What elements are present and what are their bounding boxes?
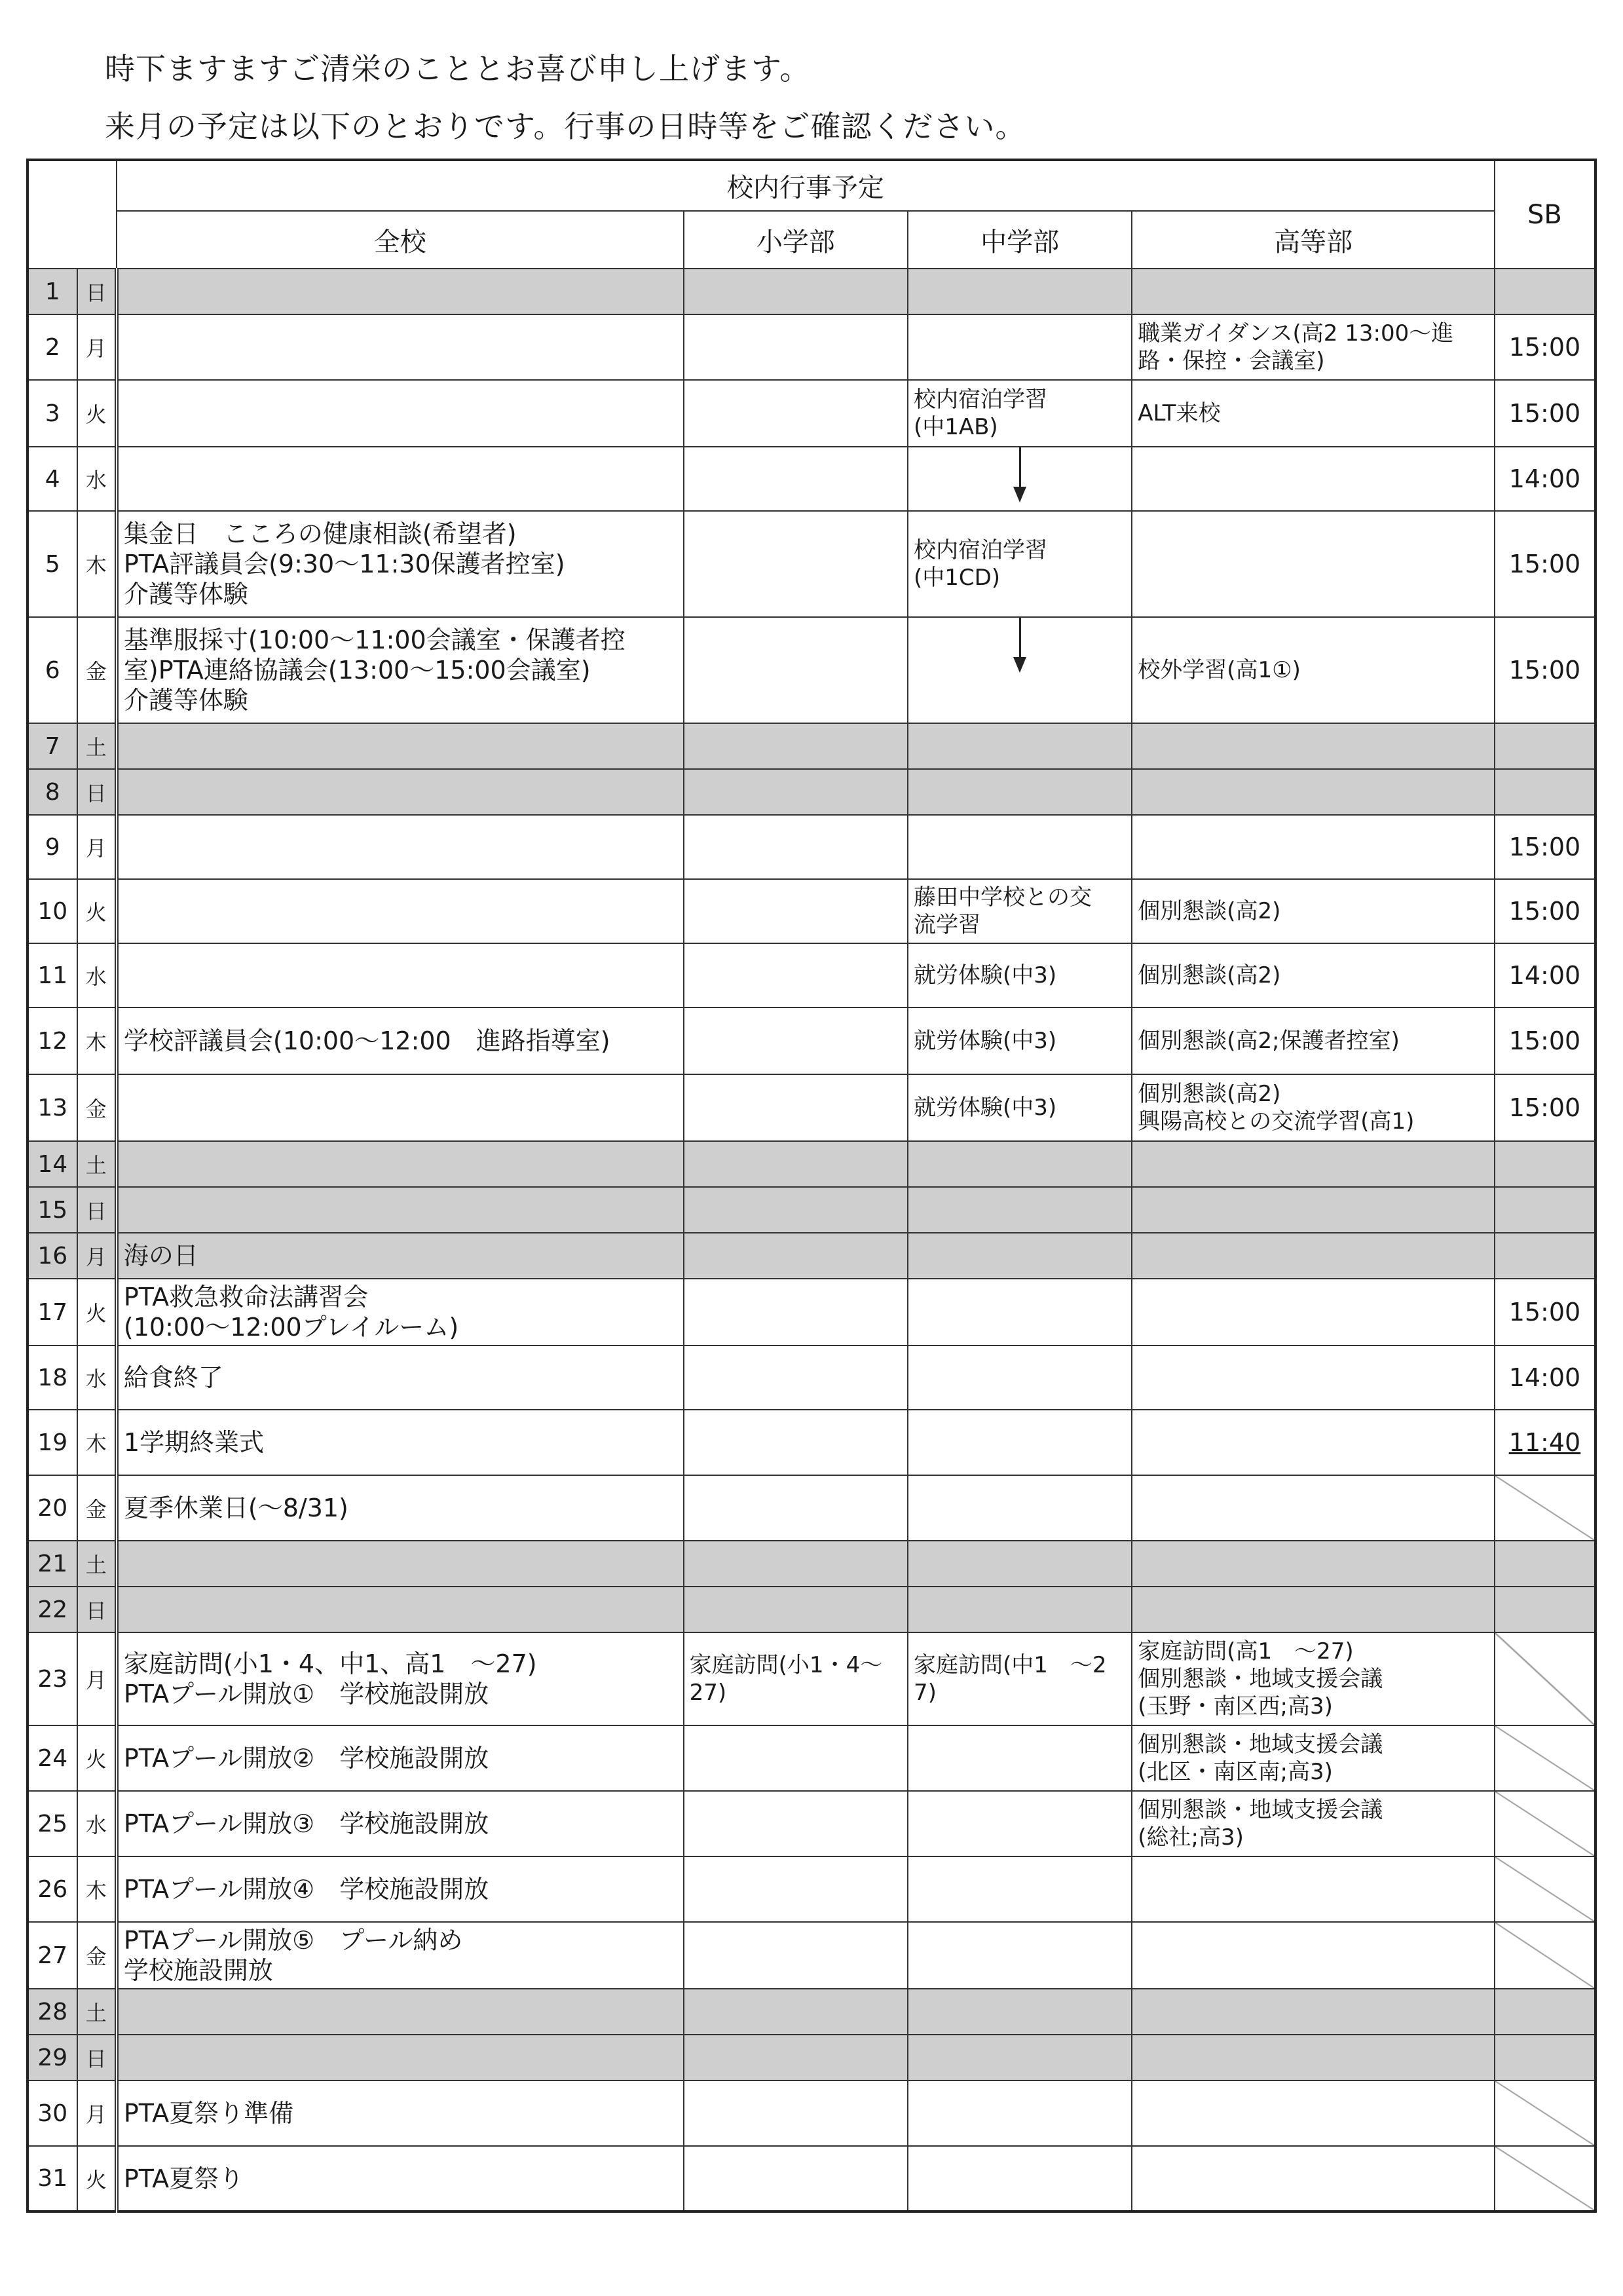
elementary-event: [684, 943, 908, 1007]
sb-time: 15:00: [1495, 617, 1595, 723]
table-row: [28, 314, 1595, 380]
weekday: 水: [77, 1346, 117, 1410]
sb-time: [1495, 269, 1595, 314]
weekday: 月: [77, 1632, 117, 1725]
elementary-event: [684, 314, 908, 380]
elementary-event: [684, 617, 908, 723]
elementary-event: [684, 1791, 908, 1856]
middle-event: [908, 1856, 1132, 1922]
middle-event: [908, 1587, 1132, 1632]
table-row: [28, 2080, 1595, 2146]
day-number: 22: [28, 1587, 77, 1632]
middle-event: [908, 1141, 1132, 1187]
all-school-event: [117, 943, 684, 1007]
day-number: 24: [28, 1725, 77, 1791]
all-school-event: [117, 1187, 684, 1233]
all-school-event: 夏季休業日(〜8/31): [117, 1475, 684, 1541]
weekday: 火: [77, 879, 117, 943]
elementary-event: [684, 2035, 908, 2080]
table-row: [28, 1279, 1595, 1346]
middle-event: [908, 2146, 1132, 2211]
elementary-event: [684, 1475, 908, 1541]
high-event: ALT来校: [1132, 380, 1495, 447]
day-number: 10: [28, 879, 77, 943]
all-school-event: PTA夏祭り準備: [117, 2080, 684, 2146]
weekday: 土: [77, 723, 117, 769]
elementary-event: [684, 769, 908, 815]
day-number: 8: [28, 769, 77, 815]
header-school-events: 校内行事予定: [117, 160, 1495, 211]
high-event: 校外学習(高1①): [1132, 617, 1495, 723]
weekday: 土: [77, 1141, 117, 1187]
elementary-event: [684, 723, 908, 769]
sb-time: 14:00: [1495, 943, 1595, 1007]
header-middle: 中学部: [908, 211, 1132, 269]
high-event: [1132, 2146, 1495, 2211]
elementary-event: [684, 1922, 908, 1989]
high-event: [1132, 1587, 1495, 1632]
middle-event: [908, 1791, 1132, 1856]
table-row: [28, 1632, 1595, 1725]
elementary-event: [684, 1007, 908, 1074]
schedule-table: [26, 159, 1597, 2213]
elementary-event: [684, 2146, 908, 2211]
weekday: 火: [77, 1725, 117, 1791]
high-event: [1132, 1410, 1495, 1475]
sb-time: [1495, 1856, 1595, 1922]
high-event: [1132, 1989, 1495, 2035]
sb-time: [1495, 1587, 1595, 1632]
middle-event: 校内宿泊学習 (中1AB): [908, 380, 1132, 447]
middle-event: [908, 1233, 1132, 1279]
day-number: 26: [28, 1856, 77, 1922]
weekday: 日: [77, 769, 117, 815]
weekday: 日: [77, 2035, 117, 2080]
day-number: 9: [28, 815, 77, 879]
table-row: [28, 1856, 1595, 1922]
all-school-event: [117, 380, 684, 447]
weekday: 日: [77, 269, 117, 314]
table-row: [28, 269, 1595, 314]
middle-event: 就労体験(中3): [908, 1007, 1132, 1074]
all-school-event: PTAプール開放④ 学校施設開放: [117, 1856, 684, 1922]
sb-time: 15:00: [1495, 815, 1595, 879]
weekday: 土: [77, 1989, 117, 2035]
sb-time: [1495, 1541, 1595, 1587]
middle-event: [908, 1922, 1132, 1989]
weekday: 金: [77, 1475, 117, 1541]
middle-event: 校内宿泊学習 (中1CD): [908, 511, 1132, 617]
middle-event: [908, 2035, 1132, 2080]
table-row: [28, 879, 1595, 943]
weekday: 月: [77, 314, 117, 380]
middle-event: 藤田中学校との交 流学習: [908, 879, 1132, 943]
all-school-event: [117, 269, 684, 314]
sb-time: [1495, 1922, 1595, 1989]
all-school-event: [117, 879, 684, 943]
middle-event: [908, 1725, 1132, 1791]
elementary-event: [684, 2080, 908, 2146]
day-number: 27: [28, 1922, 77, 1989]
all-school-event: 1学期終業式: [117, 1410, 684, 1475]
header-all-school: 全校: [117, 211, 684, 269]
sb-time: [1495, 1187, 1595, 1233]
day-number: 14: [28, 1141, 77, 1187]
table-row: [28, 769, 1595, 815]
day-number: 21: [28, 1541, 77, 1587]
middle-event: [908, 1279, 1132, 1346]
high-event: [1132, 1187, 1495, 1233]
header-sb: SB: [1495, 160, 1595, 269]
high-event: [1132, 269, 1495, 314]
elementary-event: [684, 1141, 908, 1187]
high-event: [1132, 447, 1495, 511]
table-row: [28, 2035, 1595, 2080]
all-school-event: [117, 1074, 684, 1141]
all-school-event: 家庭訪問(小1・4、中1、高1 〜27) PTAプール開放① 学校施設開放: [117, 1632, 684, 1725]
weekday: 金: [77, 1922, 117, 1989]
sb-time: [1495, 1632, 1595, 1725]
middle-event: [908, 1475, 1132, 1541]
table-row: [28, 1725, 1595, 1791]
middle-event: 家庭訪問(中1 〜2 7): [908, 1632, 1132, 1725]
sb-time: 15:00: [1495, 1279, 1595, 1346]
all-school-event: [117, 2035, 684, 2080]
table-row: [28, 723, 1595, 769]
middle-event: [908, 815, 1132, 879]
elementary-event: [684, 1279, 908, 1346]
header-high: 高等部: [1132, 211, 1495, 269]
day-number: 2: [28, 314, 77, 380]
elementary-event: [684, 511, 908, 617]
elementary-event: [684, 1856, 908, 1922]
sb-time: 11:40: [1495, 1410, 1595, 1475]
high-event: [1132, 2080, 1495, 2146]
middle-event: [908, 1187, 1132, 1233]
elementary-event: [684, 380, 908, 447]
day-number: 1: [28, 269, 77, 314]
day-number: 31: [28, 2146, 77, 2211]
middle-event: [908, 269, 1132, 314]
sb-time: [1495, 2146, 1595, 2211]
high-event: 家庭訪問(高1 〜27) 個別懇談・地域支援会議 (玉野・南区西;高3): [1132, 1632, 1495, 1725]
table-row: [28, 1187, 1595, 1233]
weekday: 月: [77, 2080, 117, 2146]
day-number: 13: [28, 1074, 77, 1141]
high-event: 個別懇談(高2) 興陽高校との交流学習(高1): [1132, 1074, 1495, 1141]
weekday: 火: [77, 1279, 117, 1346]
high-event: 個別懇談(高2;保護者控室): [1132, 1007, 1495, 1074]
all-school-event: 学校評議員会(10:00〜12:00 進路指導室): [117, 1007, 684, 1074]
high-event: [1132, 815, 1495, 879]
sb-time: 15:00: [1495, 1074, 1595, 1141]
sb-time: [1495, 1791, 1595, 1856]
all-school-event: PTAプール開放③ 学校施設開放: [117, 1791, 684, 1856]
elementary-event: [684, 447, 908, 511]
elementary-event: [684, 1410, 908, 1475]
table-row: [28, 1346, 1595, 1410]
high-event: [1132, 1141, 1495, 1187]
middle-event: [908, 723, 1132, 769]
elementary-event: [684, 1989, 908, 2035]
all-school-event: [117, 314, 684, 380]
high-event: [1132, 723, 1495, 769]
day-number: 15: [28, 1187, 77, 1233]
table-row: [28, 943, 1595, 1007]
day-number: 19: [28, 1410, 77, 1475]
table-row: [28, 617, 1595, 723]
middle-event: 就労体験(中3): [908, 943, 1132, 1007]
table-row: [28, 511, 1595, 617]
all-school-event: [117, 1141, 684, 1187]
high-event: 個別懇談(高2): [1132, 879, 1495, 943]
day-number: 28: [28, 1989, 77, 2035]
weekday: 月: [77, 815, 117, 879]
middle-event: [908, 1346, 1132, 1410]
sb-time: [1495, 1141, 1595, 1187]
sb-time: 15:00: [1495, 314, 1595, 380]
sb-time: [1495, 2080, 1595, 2146]
table-row: [28, 1074, 1595, 1141]
weekday: 木: [77, 1410, 117, 1475]
sb-time: [1495, 1475, 1595, 1541]
all-school-event: [117, 723, 684, 769]
all-school-event: [117, 815, 684, 879]
high-event: 職業ガイダンス(高2 13:00〜進 路・保控・会議室): [1132, 314, 1495, 380]
all-school-event: 基準服採寸(10:00〜11:00会議室・保護者控 室)PTA連絡協議会(13:00〜15:00会議室) 介護等体験: [117, 617, 684, 723]
table-row: [28, 1922, 1595, 1989]
middle-event: [908, 1541, 1132, 1587]
sb-time: 15:00: [1495, 879, 1595, 943]
sb-time: 15:00: [1495, 380, 1595, 447]
high-event: [1132, 511, 1495, 617]
day-number: 25: [28, 1791, 77, 1856]
middle-event: [908, 769, 1132, 815]
all-school-event: 海の日: [117, 1233, 684, 1279]
high-event: [1132, 1475, 1495, 1541]
weekday: 木: [77, 511, 117, 617]
high-event: [1132, 1922, 1495, 1989]
day-number: 16: [28, 1233, 77, 1279]
weekday: 日: [77, 1187, 117, 1233]
middle-event: [908, 1410, 1132, 1475]
sb-time: [1495, 2035, 1595, 2080]
table-row: [28, 815, 1595, 879]
elementary-event: [684, 1587, 908, 1632]
all-school-event: PTA夏祭り: [117, 2146, 684, 2211]
elementary-event: [684, 269, 908, 314]
high-event: 個別懇談(高2): [1132, 943, 1495, 1007]
elementary-event: 家庭訪問(小1・4〜 27): [684, 1632, 908, 1725]
high-event: 個別懇談・地域支援会議 (総社;高3): [1132, 1791, 1495, 1856]
high-event: [1132, 769, 1495, 815]
all-school-event: [117, 447, 684, 511]
middle-event: 就労体験(中3): [908, 1074, 1132, 1141]
day-number: 7: [28, 723, 77, 769]
day-number: 17: [28, 1279, 77, 1346]
sb-time: 15:00: [1495, 511, 1595, 617]
sb-time: [1495, 1233, 1595, 1279]
middle-event: [908, 1989, 1132, 2035]
table-row: [28, 447, 1595, 511]
intro-line-1: 時下ますますご清栄のこととお喜び申し上げます。: [105, 51, 811, 86]
elementary-event: [684, 1187, 908, 1233]
weekday: 土: [77, 1541, 117, 1587]
table-row: [28, 1791, 1595, 1856]
table-row: [28, 1475, 1595, 1541]
high-event: [1132, 2035, 1495, 2080]
all-school-event: [117, 1541, 684, 1587]
day-number: 11: [28, 943, 77, 1007]
all-school-event: PTAプール開放② 学校施設開放: [117, 1725, 684, 1791]
table-row: [28, 1141, 1595, 1187]
header-elementary: 小学部: [684, 211, 908, 269]
weekday: 水: [77, 943, 117, 1007]
table-row: [28, 1233, 1595, 1279]
elementary-event: [684, 1541, 908, 1587]
all-school-event: [117, 769, 684, 815]
elementary-event: [684, 1074, 908, 1141]
high-event: 個別懇談・地域支援会議 (北区・南区南;高3): [1132, 1725, 1495, 1791]
table-row: [28, 2146, 1595, 2211]
sb-time: [1495, 1989, 1595, 2035]
table-row: [28, 1410, 1595, 1475]
all-school-event: PTA救急救命法講習会 (10:00〜12:00プレイルーム): [117, 1279, 684, 1346]
sb-time: 14:00: [1495, 1346, 1595, 1410]
elementary-event: [684, 1346, 908, 1410]
day-number: 23: [28, 1632, 77, 1725]
weekday: 火: [77, 2146, 117, 2211]
weekday: 金: [77, 1074, 117, 1141]
all-school-event: [117, 1989, 684, 2035]
day-number: 18: [28, 1346, 77, 1410]
day-number: 12: [28, 1007, 77, 1074]
day-number: 30: [28, 2080, 77, 2146]
down-arrow-icon: [1013, 618, 1026, 673]
schedule-body: [28, 269, 1595, 2211]
weekday: 火: [77, 380, 117, 447]
table-row: [28, 1007, 1595, 1074]
weekday: 日: [77, 1587, 117, 1632]
elementary-event: [684, 1233, 908, 1279]
all-school-event: 集金日 こころの健康相談(希望者) PTA評議員会(9:30〜11:30保護者控室) 介護等体験: [117, 511, 684, 617]
sb-time: [1495, 769, 1595, 815]
all-school-event: PTAプール開放⑤ プール納め 学校施設開放: [117, 1922, 684, 1989]
high-event: [1132, 1856, 1495, 1922]
day-number: 5: [28, 511, 77, 617]
day-number: 6: [28, 617, 77, 723]
sb-time: [1495, 723, 1595, 769]
day-number: 3: [28, 380, 77, 447]
high-event: [1132, 1233, 1495, 1279]
table-row: [28, 1541, 1595, 1587]
table-row: [28, 380, 1595, 447]
weekday: 木: [77, 1007, 117, 1074]
sb-time: 15:00: [1495, 1007, 1595, 1074]
elementary-event: [684, 1725, 908, 1791]
intro-line-2: 来月の予定は以下のとおりです。行事の日時等をご確認ください。: [105, 109, 1026, 144]
table-row: [28, 1587, 1595, 1632]
high-event: [1132, 1541, 1495, 1587]
weekday: 水: [77, 1791, 117, 1856]
middle-event: [908, 617, 1132, 723]
weekday: 月: [77, 1233, 117, 1279]
table-row: [28, 1989, 1595, 2035]
middle-event: [908, 2080, 1132, 2146]
high-event: [1132, 1279, 1495, 1346]
sb-time: [1495, 1725, 1595, 1791]
weekday: 水: [77, 447, 117, 511]
down-arrow-icon: [1013, 447, 1026, 502]
day-number: 4: [28, 447, 77, 511]
elementary-event: [684, 879, 908, 943]
middle-event: [908, 447, 1132, 511]
weekday: 金: [77, 617, 117, 723]
elementary-event: [684, 815, 908, 879]
middle-event: [908, 314, 1132, 380]
sb-time: 14:00: [1495, 447, 1595, 511]
header-corner: [28, 160, 117, 269]
day-number: 20: [28, 1475, 77, 1541]
all-school-event: [117, 1587, 684, 1632]
all-school-event: 給食終了: [117, 1346, 684, 1410]
weekday: 木: [77, 1856, 117, 1922]
day-number: 29: [28, 2035, 77, 2080]
high-event: [1132, 1346, 1495, 1410]
